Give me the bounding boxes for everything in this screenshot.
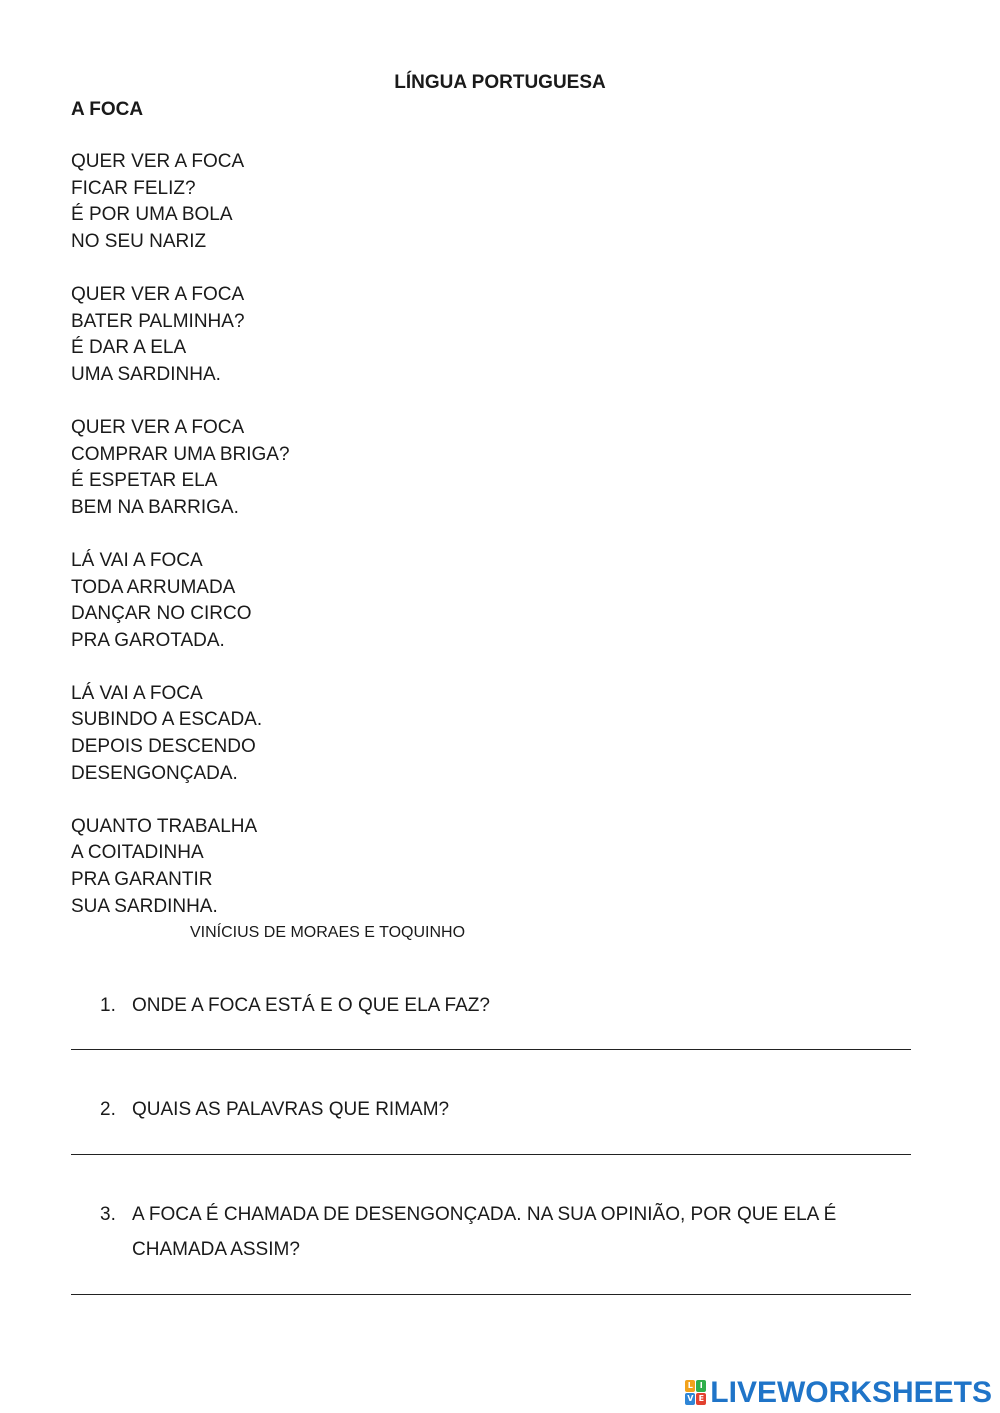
stanza-3 bbox=[71, 415, 290, 521]
logo-mark-letter: I bbox=[696, 1380, 706, 1392]
question-number: 2. bbox=[100, 1099, 116, 1120]
stanza-6 bbox=[71, 814, 290, 920]
verse: SUA SARDINHA. bbox=[71, 895, 218, 917]
question-number: 3. bbox=[100, 1204, 116, 1225]
stanza-2 bbox=[71, 282, 290, 388]
question-text: ONDE A FOCA ESTÁ E O QUE ELA FAZ? bbox=[132, 995, 490, 1016]
question-text: QUAIS AS PALAVRAS QUE RIMAM? bbox=[132, 1099, 450, 1120]
verse: DESENGONÇADA. bbox=[71, 762, 238, 784]
stanza-1 bbox=[71, 149, 290, 255]
verse: É POR UMA BOLA bbox=[71, 204, 233, 226]
poem-body bbox=[71, 149, 290, 920]
question-number: 1. bbox=[100, 995, 116, 1016]
verse: A COITADINHA bbox=[71, 842, 204, 864]
verse: FICAR FELIZ? bbox=[71, 177, 196, 199]
stanza-5 bbox=[71, 681, 290, 787]
page-title: LÍNGUA PORTUGUESA bbox=[394, 72, 606, 93]
question-3 bbox=[100, 1197, 920, 1267]
verse: PRA GARANTIR bbox=[71, 869, 213, 891]
stanza-4 bbox=[71, 548, 290, 654]
logo-mark-letter: L bbox=[685, 1380, 695, 1392]
verse: QUER VER A FOCA bbox=[71, 151, 245, 172]
verse: LÁ VAI A FOCA bbox=[71, 682, 203, 704]
question-1 bbox=[100, 988, 920, 1023]
verse: É DAR A ELA bbox=[71, 337, 187, 359]
verse: QUANTO TRABALHA bbox=[71, 815, 258, 837]
verse: QUER VER A FOCA bbox=[71, 283, 245, 305]
liveworksheets-logo[interactable] bbox=[685, 1376, 992, 1410]
verse: PRA GAROTADA. bbox=[71, 629, 225, 651]
verse: NO SEU NARIZ bbox=[71, 230, 207, 252]
logo-mark-letter: E bbox=[696, 1393, 706, 1405]
verse: QUER VER A FOCA bbox=[71, 416, 245, 438]
answer-line-2[interactable] bbox=[71, 1154, 911, 1155]
verse: COMPRAR UMA BRIGA? bbox=[71, 443, 290, 465]
verse: SUBINDO A ESCADA. bbox=[71, 709, 263, 731]
verse: BEM NA BARRIGA. bbox=[71, 496, 239, 518]
liveworksheets-logo-icon bbox=[685, 1380, 707, 1406]
answer-line-1[interactable] bbox=[71, 1049, 911, 1050]
verse: É ESPETAR ELA bbox=[71, 470, 218, 492]
logo-mark-letter: V bbox=[687, 1394, 694, 1403]
verse: TODA ARRUMADA bbox=[71, 576, 236, 598]
verse: DEPOIS DESCENDO bbox=[71, 736, 256, 758]
poem-title: A FOCA bbox=[71, 99, 144, 120]
poem-author: VINÍCIUS DE MORAES E TOQUINHO bbox=[190, 924, 466, 941]
answer-line-3[interactable] bbox=[71, 1294, 911, 1295]
verse: LÁ VAI A FOCA bbox=[71, 549, 203, 571]
verse: UMA SARDINHA. bbox=[71, 363, 221, 385]
logo-text: LIVEWORKSHEETS bbox=[710, 1376, 992, 1409]
verse: BATER PALMINHA? bbox=[71, 310, 245, 332]
verse: DANÇAR NO CIRCO bbox=[71, 603, 252, 625]
question-2 bbox=[100, 1092, 920, 1127]
question-text: A FOCA É CHAMADA DE DESENGONÇADA. NA SUA OPINIÃO, POR QUE ELA É CHAMADA ASSIM? bbox=[132, 1204, 837, 1260]
